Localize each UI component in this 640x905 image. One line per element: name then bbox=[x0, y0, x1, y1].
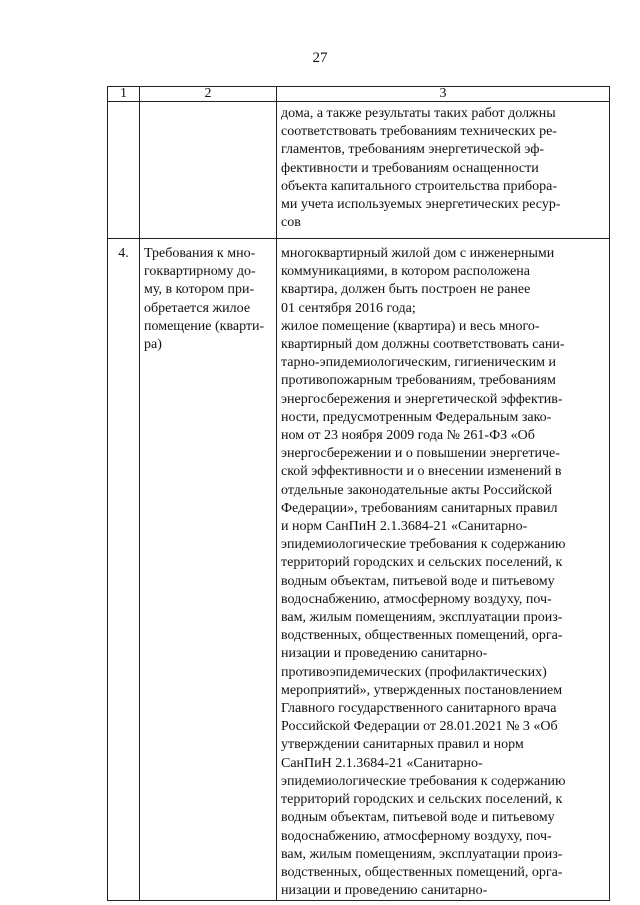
table-row bbox=[108, 239, 610, 901]
row-requirement-text: дома, а также результаты таких работ должны соответствовать требованиям технических ре- гламентов, требованиям энергетической эф- фективности и требованиям оснащенности объекта капитального строительства прибора- ми учета используемых энергетических ресур- сов bbox=[277, 102, 610, 239]
table-row bbox=[108, 102, 610, 239]
page-number: 27 bbox=[312, 50, 328, 66]
row-requirement-text: многоквартирный жилой дом с инженерными коммуникациями, в котором расположена квартира, должен быть построен не ранее 01 сентября 2016 года; жилое помещение (квартира) и весь много- квартирный дом должны соответствовать сани- тарно-эпидемиологическим, гигиеническим и противопожарным требованиям, требованиям энергосбережения и энергетической эффектив- ности, предусмотренным Федеральным зако- ном от 23 ноября 2009 года № 261-ФЗ «Об энергосбережении и о повышении энергетиче- ской эффективности и о внесении изменений в отдельные законодательные акты Российской Федерации», требованиям санитарных правил и норм СанПиН 2.1.3684-21 «Санитарно- эпидемиологические требования к содержанию территорий городских и сельских поселений, к водным объектам, питьевой воде и питьевому водоснабжению, атмосферному воздуху, поч- вам, жилым помещениям, эксплуатации произ- водственных, общественных помещений, орга- низации и проведению санитарно- противоэпидемических (профилактических) мероприятий», утвержденных постановлением Главного государственного санитарного врача Российской Федерации от 28.01.2021 № 3 «Об утверждении санитарных правил и норм СанПиН 2.1.3684-21 «Санитарно- эпидемиологические требования к содержанию территорий городских и сельских поселений, к водным объектам, питьевой воде и питьевому водоснабжению, атмосферному воздуху, поч- вам, жилым помещениям, эксплуатации произ- водственных, общественных помещений, орга- низации и проведению санитарно- bbox=[277, 239, 610, 901]
table-header-row bbox=[108, 87, 610, 102]
requirements-table bbox=[107, 86, 610, 901]
row-subject: Требования к мно- гоквартирному до- му, в котором при- обретается жилое помещение (кварти- ра) bbox=[140, 239, 277, 901]
row-number bbox=[108, 102, 140, 239]
row-subject bbox=[140, 102, 277, 239]
header-col-2: 2 bbox=[140, 87, 277, 102]
header-col-3: 3 bbox=[277, 87, 610, 102]
header-col-1: 1 bbox=[108, 87, 140, 102]
row-number: 4. bbox=[108, 239, 140, 901]
